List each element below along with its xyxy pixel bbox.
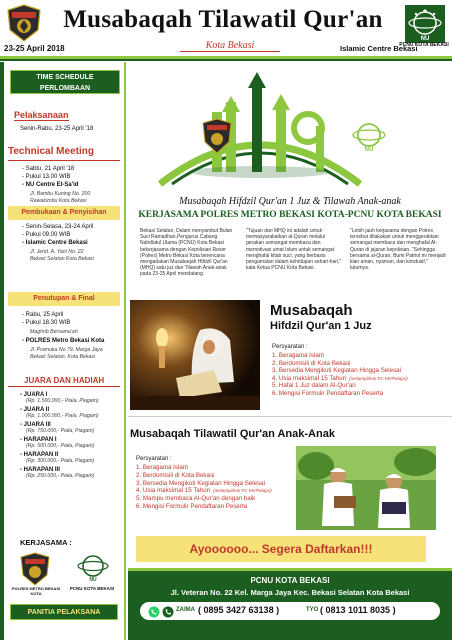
final-note: Maghrib Bersama'ah xyxy=(30,329,78,335)
juara-name: - HARAPAN II xyxy=(20,452,59,458)
penyisihan-title: Pembukaan & Penyisihan xyxy=(8,206,120,220)
event-venue: Islamic Centre Bekasi xyxy=(340,44,418,53)
requirement-note: (melampirkan FC KK/Pelajar) xyxy=(213,488,272,494)
polri-logo-icon xyxy=(6,4,42,42)
anak-req-label: Persyaratan : xyxy=(136,456,172,462)
juara-name: - JUARA III xyxy=(20,422,51,428)
final-title: Penutupan & Final xyxy=(8,292,120,306)
tm-item: - NU Centre El-Sa'id xyxy=(22,182,79,188)
pelaksanaan-title: Pelaksanaan xyxy=(14,110,69,120)
whatsapp-icon xyxy=(148,605,160,617)
penyisihan-note: Jl. Jend. A. Yani No. 22 xyxy=(30,249,84,255)
schedule-title-line-1: TIME SCHEDULE xyxy=(36,74,94,81)
requirement-item: 5. Mampu membaca Al-Qur'an dengan baik xyxy=(136,495,256,503)
section-divider xyxy=(128,416,452,417)
polri-logo-icon xyxy=(20,552,50,586)
contact-bar xyxy=(140,602,440,620)
boys-reading-quran-photo xyxy=(296,446,436,530)
page-title: Musabaqah Tilawatil Qur'an xyxy=(63,6,383,33)
requirement-item: 3. Bersedia Mengikuti Kegiatan Hingga Selesai xyxy=(272,367,401,375)
juara-name: - HARAPAN III xyxy=(20,467,60,473)
svg-text:NU: NU xyxy=(364,147,374,152)
phone-icon xyxy=(162,605,174,617)
footer-org: PCNU KOTA BEKASI xyxy=(250,576,330,585)
requirement-item: 4. Usia maksimal 15 Tahun (melampirkan FC KK/Pelajar) xyxy=(136,487,272,495)
nu-logo-icon xyxy=(404,4,446,44)
juara-prize: (Rp. 1.500.000,- Piala, Piagam) xyxy=(26,398,99,404)
tm-note: Rawalumbu Kota Bekasi xyxy=(30,198,87,204)
requirement-item: 3. Bersedia Mengikuti Kegiatan Hingga Selesai xyxy=(136,479,265,487)
hifdzil-req-label: Persyaratan : xyxy=(272,344,308,350)
polri-logo-icon xyxy=(202,118,232,154)
tm-title: Technical Meeting xyxy=(8,146,94,157)
footer-strip xyxy=(128,568,452,571)
requirement-item: 5. Hafal 1 Juz dalam Al-Qur'an xyxy=(272,382,356,390)
juara-list xyxy=(20,392,124,482)
cursive-title: Musabaqah Hifdzil Qur'an 1 Juz & Tilawah Anak-anak xyxy=(179,196,401,207)
requirement-item: 6. Mengisi Formulir Pendaftaran Peserta xyxy=(136,502,248,510)
anak-title: Musabaqah Tilawatil Qur'an Anak-Anak xyxy=(130,428,335,440)
article-column-1: Bekasi Selatan, Dalam menyambut Bulan Suci Ramadhan,Pengurus Cabang Nahdlatul Ulama (PCNU) Kota Bekasi bekerjasama dengan Kepolisian Resor (Polres) Metro Bekasi Kota berencana mengadakan Musabaqah Hifdzil Qur'an (MHQ) satu juz dan Tilawah Anak-anak pada 23-25 April mendatang. xyxy=(140,228,233,278)
kerjasama-title: KERJASAMA POLRES METRO BEKASI KOTA-PCNU KOTA BEKASI xyxy=(138,210,442,220)
penyisihan-item: - Pukul 09.00 WIB xyxy=(22,232,71,238)
hifdzil-title: Musabaqah xyxy=(270,302,353,319)
article-column-3: "Lebih jauh kerjasama dengan Polres tersebut dilakukan untuk menggerakkan semangat membaca dan menghafal Al-Quran di jajaran kepolisian. "Sehingga bersama al-Quran, Bumi Patriot ini menjadi kian aman, nyaman, dan kondusif," tutumya. xyxy=(350,228,446,272)
juara-title: JUARA DAN HADIAH xyxy=(24,376,105,385)
juara-prize: (Rp. 750.000,- Piala, Piagam) xyxy=(26,428,95,434)
penyisihan-note: Bekasi Selatan Kota Bekasi xyxy=(30,256,94,262)
requirement-item: 4. Usia maksimal 15 Tahun (melampirkan FC KK/Pelajar) xyxy=(272,374,408,382)
tm-note: Jl. Bambu Kuning No. 200 xyxy=(30,191,91,197)
requirement-item: 6. Mengisi Formulir Pendaftaran Peserta xyxy=(272,389,384,397)
final-item: - Pukul 18.30 WIB xyxy=(22,320,71,326)
requirement-item: 1. Beragama Islam xyxy=(272,352,324,359)
juara-name: - JUARA I xyxy=(20,392,48,398)
hifdzil-subtitle: Hifdzil Qur'an 1 Juz xyxy=(270,320,372,332)
contact-1-name: ZAIMA xyxy=(176,607,195,613)
schedule-title-box xyxy=(10,70,120,94)
juara-prize: (Rp. 1.000.000,- Piala, Piagam) xyxy=(26,413,99,419)
sidebar-stripe xyxy=(0,62,4,640)
contact-2-phone: ( 0813 1011 8035 ) xyxy=(320,605,396,615)
event-date: 23-25 April 2018 xyxy=(4,44,65,53)
penyisihan-item: - Islamic Centre Bekasi xyxy=(22,240,88,246)
requirement-note: (melampirkan FC KK/Pelajar) xyxy=(349,375,408,381)
kerjasama-label: KERJASAMA : xyxy=(20,538,72,547)
footer-address: Jl. Veteran No. 22 Kel. Marga Jaya Kec. Bekasi Selatan Kota Bekasi xyxy=(170,588,410,597)
juara-prize: (Rp. 500.000,- Piala, Piagam) xyxy=(26,443,95,449)
final-item: - Rabu, 25 April xyxy=(22,312,64,318)
mhq-emblem xyxy=(150,66,370,196)
schedule-title-line-2: PERLOMBAAN xyxy=(39,85,91,92)
hifdzil-req-list xyxy=(272,352,408,398)
nu-logo-label: PCNU KOTA BEKASI xyxy=(69,586,115,591)
requirement-item: 2. Berdomisili di Kota Bekasi xyxy=(136,471,215,479)
svg-text:NU: NU xyxy=(420,36,430,42)
pelaksanaan-text: Senin-Rabu, 23-25 April '18 xyxy=(20,126,94,132)
juara-name: - JUARA II xyxy=(20,407,50,413)
juara-prize: (Rp. 300.000,- Piala, Piagam) xyxy=(26,458,95,464)
tm-item: - Pukul 13.00 WIB xyxy=(22,174,71,180)
city-subtitle: Kota Bekasi xyxy=(180,40,280,52)
requirement-item: 1. Beragama Islam xyxy=(136,464,188,471)
svg-text:NU: NU xyxy=(89,577,97,582)
nu-logo-icon xyxy=(76,552,110,582)
register-cta: Ayoooooo... Segera Daftarkan!!! xyxy=(136,536,426,562)
nu-logo-label: PCNU KOTA BEKASI xyxy=(399,42,449,48)
contact-2-name: TYO xyxy=(306,607,319,613)
final-item: - POLRES Metro Bekasi Kota xyxy=(22,338,105,344)
requirement-item: 2. Berdomisili di Kota Bekasi xyxy=(272,359,351,367)
girl-reading-quran-photo xyxy=(130,300,260,410)
contact-1-phone: ( 0895 3427 63138 ) xyxy=(198,605,280,615)
tm-item: - Sabtu, 21 April '18 xyxy=(22,166,75,172)
final-note: Bekasi Selatan, Kota Bekasi xyxy=(30,354,96,360)
juara-prize: (Rp. 250.000,- Piala, Piagam) xyxy=(26,473,95,479)
penyisihan-item: - Senin-Selasa, 23-24 April xyxy=(22,224,94,230)
polri-logo-label: POLRES METRO BEKASI KOTA xyxy=(11,586,61,596)
panitia-label: PANITIA PELAKSANA xyxy=(10,604,118,620)
article-column-2: "Tujuan dari MHQ ini adalah untuk memasyarakatkan al-Quran melalui gerakan semangat membaca dan memotivasi umat Islam untuk semangat menghafal kitab suci, yang berbasis pengamalan dalam kehidupan sehari-hari," kata Ketua PCNU Kota Bekasi. xyxy=(246,228,342,272)
nu-logo-icon xyxy=(352,120,386,152)
final-note: Jl. Pramuka No 79, Marga Jaya xyxy=(30,347,103,353)
header-divider-dark xyxy=(0,59,452,61)
juara-underline xyxy=(8,386,120,387)
tm-underline xyxy=(8,160,120,161)
anak-req-list xyxy=(136,464,272,511)
juara-name: - HARAPAN I xyxy=(20,437,57,443)
